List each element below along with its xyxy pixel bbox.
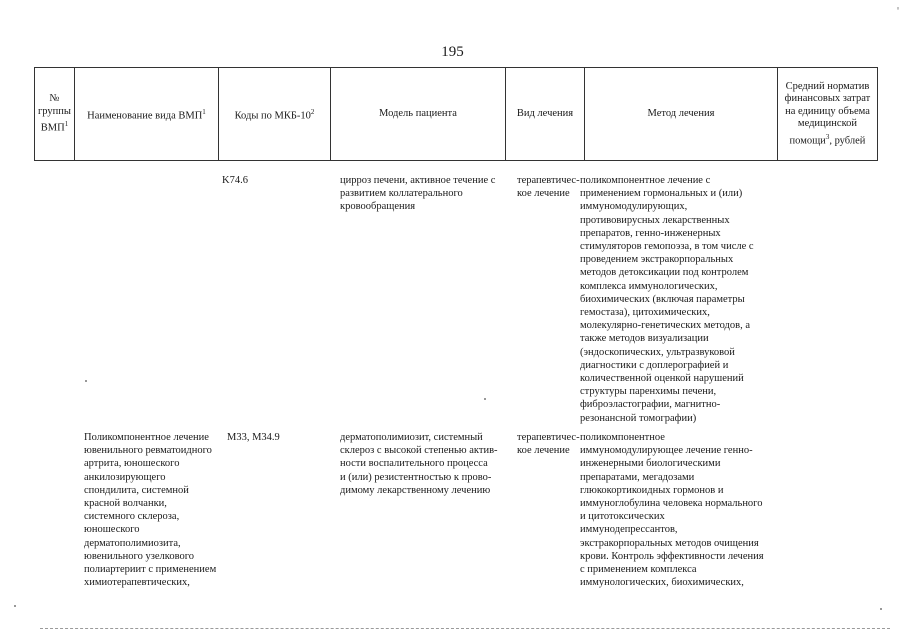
table-header: [34, 67, 878, 161]
header-cost-standard-tail: , рублей: [829, 135, 866, 146]
header-group-number: [35, 68, 75, 161]
row2-treatment-method: поликомпонентное иммуномодулирующее лечение генно- инженерными биологическими препаратами, мегадозами глюкокортикоидных гормонов и иммуноглобулина человека нормального и цитотоксических иммунодепрессантов, экстракорпоральных методов очищения крови. Контроль эффективности лечения с применением комплекса иммунологических, биохимических,: [580, 432, 764, 589]
header-group-number-symbol: №: [49, 93, 60, 104]
header-treatment-type: [505, 68, 584, 161]
header-vmp-name-text: Наименование вида ВМП: [87, 110, 203, 121]
header-treatment-type-text: Вид лечения: [516, 107, 574, 119]
header-cost-standard: [777, 68, 877, 161]
header-group-number-vmp: ВМП: [40, 122, 65, 134]
footnote-mark: 1: [202, 107, 206, 116]
footnote-mark: 1: [64, 120, 69, 128]
header-icd-codes-text: Коды по МКБ-10: [234, 110, 311, 121]
scan-speck: [85, 380, 87, 382]
row2-vmp-name: Поликомпонентное лечение ювенильного ревматоидного артрита, юношеского анкилозирующего спондилита, системной красной волчанки, системного склероза, юношеского дерматополимиозита, ювенильного узелкового полиартериит с применением химиотерапевтических,: [84, 432, 217, 589]
corner-mark: ': [894, 6, 901, 17]
row2-codes: M33, M34.9: [227, 432, 280, 443]
header-patient-model-text: Модель пациента: [379, 107, 457, 119]
header-icd-codes: [218, 68, 330, 161]
row1-codes: K74.6: [222, 175, 248, 186]
scan-speck: [14, 605, 16, 607]
header-cost-standard-text: Средний норматив финансовых затрат на единицу объема медицинской помощи: [784, 80, 871, 146]
scan-speck: [484, 398, 486, 400]
scan-edge-line: [40, 628, 890, 629]
footnote-mark: 2: [310, 107, 315, 116]
row2-treatment-type: терапевтичес- кое лечение: [517, 432, 580, 457]
header-group-number-word: группы: [38, 105, 71, 117]
header-treatment-method-text: Метод лечения: [647, 107, 715, 119]
scan-speck: [880, 608, 882, 610]
header-vmp-name: [74, 68, 218, 161]
page-number: 195: [441, 44, 464, 60]
footnote-mark: 3: [825, 132, 830, 141]
row2-patient-model: дерматополимиозит, системный склероз с высокой степенью актив- ности воспалительного процесса и (или) резистентностью к прово- димому лекарственному лечению: [340, 432, 498, 496]
header-treatment-method: [584, 68, 777, 161]
row1-treatment-method: поликомпонентное лечение с применением гормональных и (или) иммуномодулирующих, противовирусных лекарственных препаратов, генно-инженерных стимуляторов гемопоэза, в том числе с проведением экстракорпоральных методов детоксикации под контролем комплекса иммунологических, биохимических (включая параметры гемостаза), цитохимических, молекулярно-генетических методов, а также методов визуализации (эндоскопических, ультразвуковой диагностики с доплерографией и количественной оценкой нарушений структуры паренхимы печени, фиброэластографии, магнитно- резонансной томографии): [580, 175, 754, 424]
row1-treatment-type: терапевтичес- кое лечение: [517, 175, 580, 200]
row1-patient-model: цирроз печени, активное течение с развитием коллатерального кровообращения: [340, 175, 496, 213]
header-patient-model: [330, 68, 505, 161]
